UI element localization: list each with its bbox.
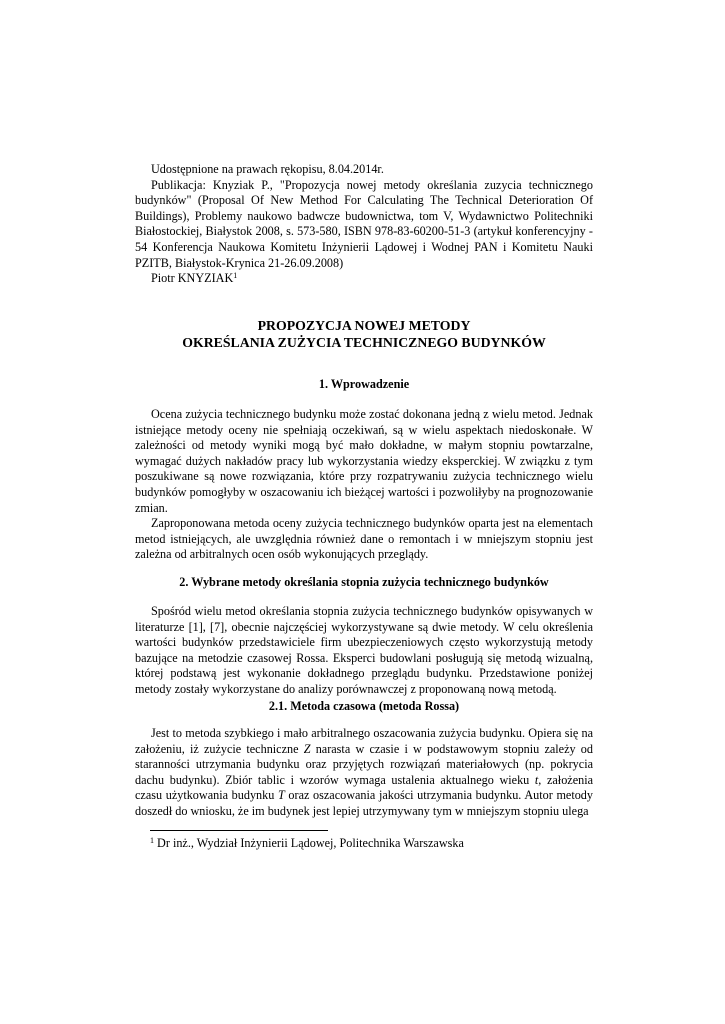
symbol-z: Z [303,741,311,756]
section-2-paragraph-1: Spośród wielu metod określania stopnia zużycia technicznego budynków opisywanych w literaturze [1], [7], obecnie najczęściej wykorzystywane są dwie metody. W celu określenia wartości budynków przedstawiciele firm ubezpieczeniowych często wykorzystują metody bazujące na metodzie czasowej Rossa. Eksperci budowlani posługują się metodą wizualną, której podstawą jest wykonanie dokładnego przeglądu budynku. Przedstawione poniżej metody zostały wykorzystane do analizy porównawczej z proponowaną nową metodą. [135,604,593,696]
author-line [135,271,593,287]
text-run: oraz oszacowania jakości utrzymania budynku. Autor metody doszedł do wniosku, że im budynek jest lepiej utrzymywany tym w mniejszym stopniu ulega [135,788,593,818]
section-2-1-paragraph-1 [135,726,593,820]
section-1-heading: 1. Wprowadzenie [318,377,410,391]
author-footnote-mark[interactable]: 1 [233,271,238,281]
section-1-paragraph-2: Zaproponowana metoda oceny zużycia technicznego budynków oparta jest na elementach metod istniejących, ale uwzględnia również dane o remontach i w mniejszym stopniu jest zależna od arbitralnych ocen osób wykonujących przeglądy. [135,516,593,562]
author-name: Piotr KNYZIAK [151,271,234,286]
section-2-heading: 2. Wybrane metody określania stopnia zużycia technicznego budynków [179,575,549,589]
text-run: Jest to metoda szybkiego i mało arbitralnego oszacowania zużycia budynku. Opiera się na założeniu, iż zużycie techniczne [135,726,593,756]
section-2-1-body [135,726,593,820]
paper-title [135,317,593,351]
availability-note: Udostępnione na prawach rękopisu, 8.04.2014r. [151,162,384,176]
symbol-t: t [534,772,539,787]
symbol-T: T [277,788,285,803]
text-run: , założenia czasu użytkowania budynku [135,772,593,803]
footnote-separator [150,830,328,831]
publication-citation: Publikacja: Knyziak P., "Propozycja nowej metody określania zuzycia technicznego budynków" (Proposal Of New Method For Calculating The Technical Deterioration Of Buildings), Problemy naukowo badwcze budownictwa, tom V, Wydawnictwo Politechniki Białostockiej, Białystok 2008, s. 573-580, ISBN 978-83-60200-51-3 (artykuł konferencyjny - 54 Konferencja Naukowa Komitetu Inżynierii Lądowej i Wodnej PAN i Komitetu Nauki PZITB, Białystok-Krynica 21-26.09.2008) [135,177,593,270]
section-1-paragraph-1: Ocena zużycia technicznego budynku może zostać dokonana jedną z wielu metod. Jednak istniejące metody oceny nie spełniają oczekiwań, są w wielu aspektach niedoskonałe. W zależności od metody wyniki mogą być mało dokładne, w małym stopniu powtarzalne, wymagać dużych nakładów pracy lub wykorzystania wiedzy eksperckiej. W związku z tym poszukiwane są nowe rozwiązania, które przy rozpatrywaniu zużycia technicznego wielu budynków pomogłyby w oszacowaniu ich bieżącej wartości i pozwoliłyby na prognozowanie zmian. [135,407,593,515]
section-1-body [135,407,593,563]
title-line-2: OKREŚLANIA ZUŻYCIA TECHNICZNEGO BUDYNKÓW [182,335,546,350]
section-2-body [135,604,593,698]
footnote-mark: 1 [150,836,154,845]
publication-header [135,162,593,287]
section-2-1-heading: 2.1. Metoda czasowa (metoda Rossa) [268,699,460,713]
footnote-text: Dr inż., Wydział Inżynierii Lądowej, Politechnika Warszawska [154,836,464,850]
footnote [150,836,590,851]
text-run: narasta w czasie i w podstawowym stopniu zależy od staranności utrzymania budynku oraz przyjętych rozwiązań materiałowych (np. pokrycia dachu budynku). Zbiór tablic i wzorów wymaga ustalenia aktualnego wieku [135,741,593,787]
title-line-1: PROPOZYCJA NOWEJ METODY [257,318,471,333]
